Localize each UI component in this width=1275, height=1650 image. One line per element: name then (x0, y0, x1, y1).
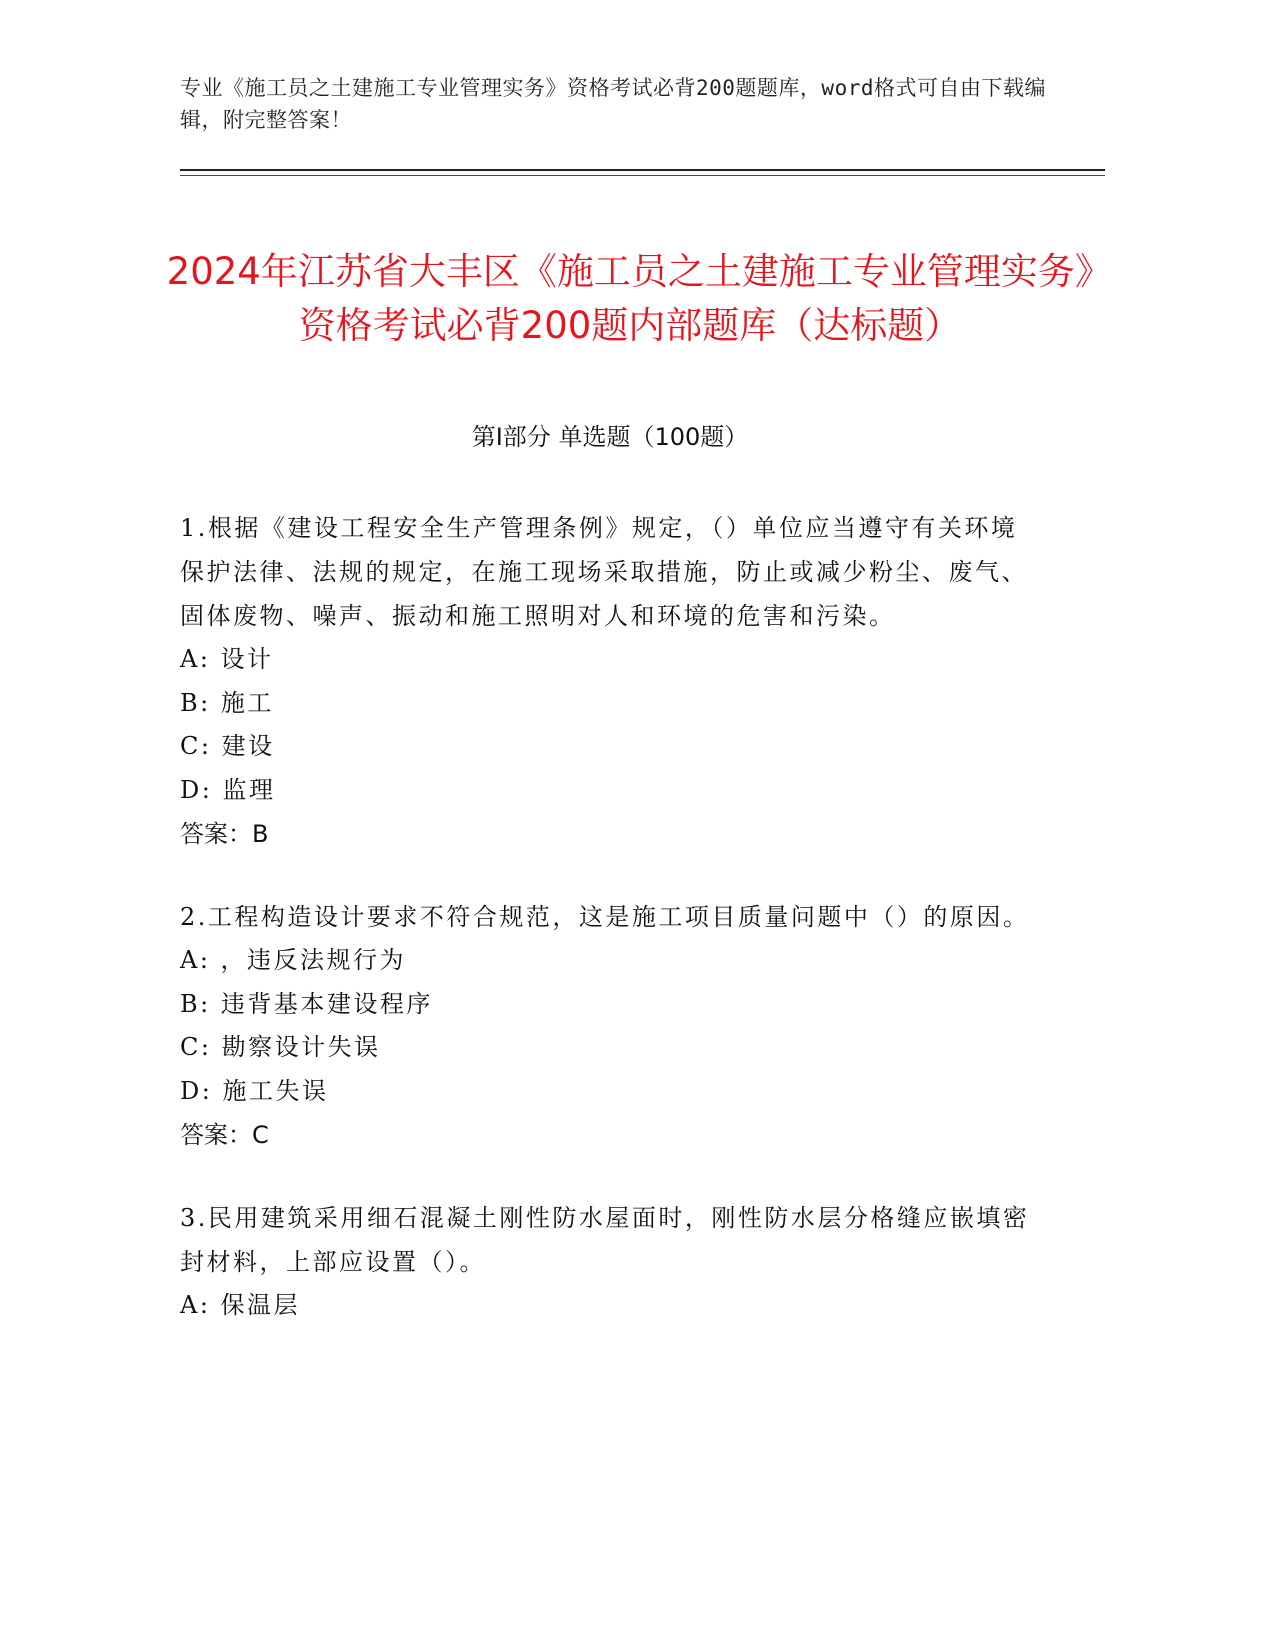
question-stem: 3.民用建筑采用细石混凝土刚性防水屋面时，刚性防水层分格缝应嵌填密封材料，上部应设置（）。 (180, 1204, 1030, 1276)
section-title: 第Ⅰ部分 单选题（100题） (471, 423, 749, 451)
option-a: A: ，违反法规行为 (180, 946, 407, 974)
question-3 (180, 1196, 1030, 1328)
header-note: 专业《施工员之土建施工专业管理实务》资格考试必背200题题库，word格式可自由下载编辑，附完整答案！ (180, 76, 1046, 132)
question-stem: 2.工程构造设计要求不符合规范，这是施工项目质量问题中（）的原因。 (180, 903, 1030, 931)
option-b: B: 施工 (180, 688, 274, 717)
answer-label: 答案：C (180, 1121, 269, 1149)
question-list (180, 506, 1030, 1367)
header-rule-thin (180, 175, 1105, 176)
option-d: D: 监理 (180, 775, 276, 804)
option-c: C: 建设 (180, 732, 275, 760)
header-rule-thick (180, 169, 1105, 171)
question-stem: 1.根据《建设工程安全生产管理条例》规定，（）单位应当遵守有关环境保护法律、法规的规定，在施工现场采取措施，防止或减少粉尘、废气、固体废物、噪声、振动和施工照明对人和环境的危害和污染。 (180, 514, 1028, 630)
question-1 (180, 506, 1030, 856)
question-2 (180, 895, 1030, 1157)
option-d: D: 施工失误 (180, 1076, 329, 1105)
document-title: 2024年江苏省大丰区《施工员之土建施工专业管理实务》资格考试必背200题内部题库（达标题） (166, 249, 1094, 347)
option-b: B: 违背基本建设程序 (180, 989, 433, 1018)
option-a: A: 保温层 (180, 1291, 301, 1319)
option-a: A: 设计 (180, 645, 274, 673)
answer-label: 答案：B (180, 820, 269, 848)
option-c: C: 勘察设计失误 (180, 1033, 381, 1061)
